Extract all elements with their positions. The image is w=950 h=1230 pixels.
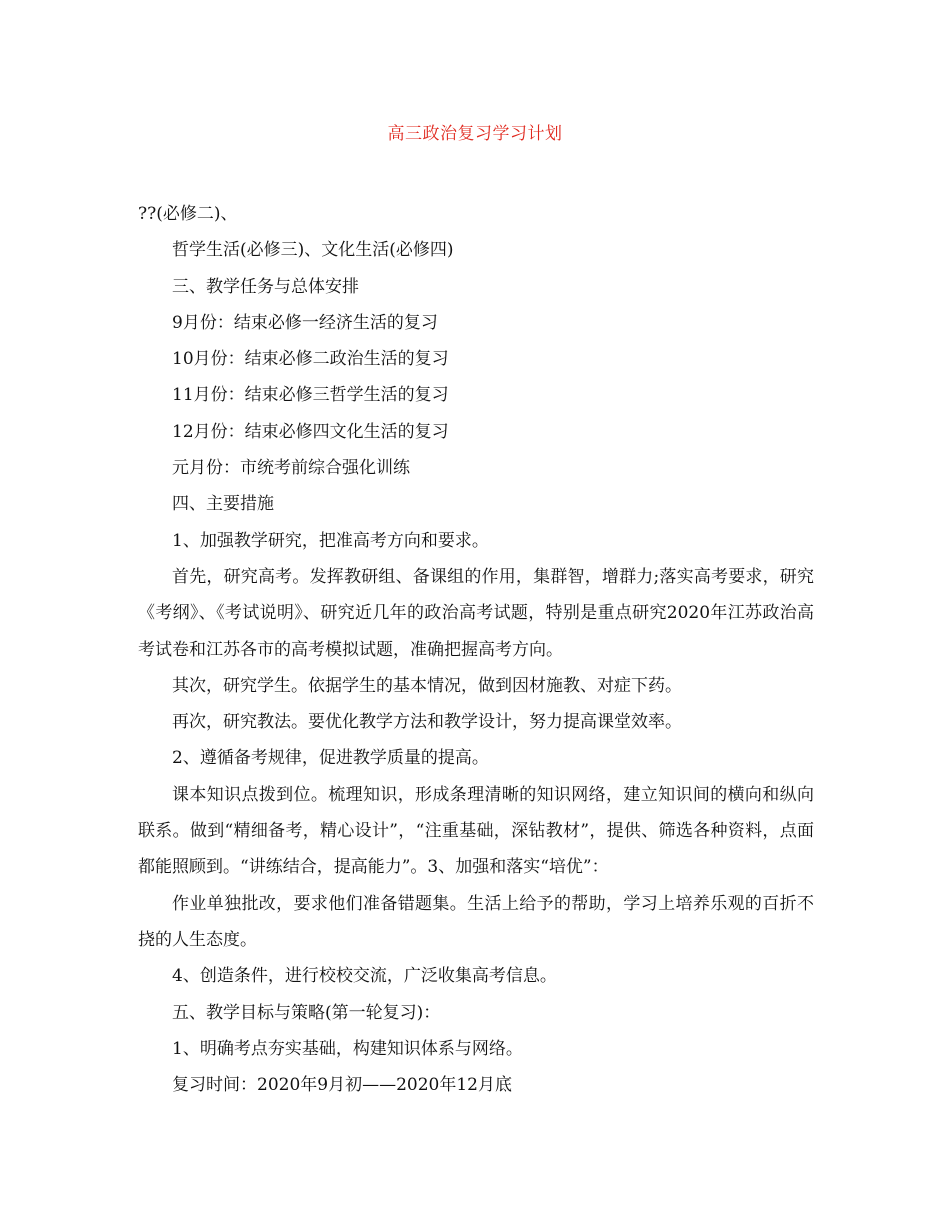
paragraph: 复习时间：2020年9月初——2020年12月底 (172, 1075, 512, 1096)
paragraph: 哲学生活(必修三)、文化生活(必修四) (172, 240, 454, 261)
paragraph: 作业单独批改，要求他们准备错题集。生活上给予的帮助，学习上培养乐观的百折不挠的人生态度。 (138, 893, 814, 950)
paragraph: 2、遵循备考规律，促进教学质量的提高。 (172, 748, 489, 769)
paragraph: 其次，研究学生。依据学生的基本情况，做到因材施教、对症下药。 (172, 675, 682, 696)
paragraph: 元月份：市统考前综合强化训练 (172, 458, 410, 479)
paragraph: 10月份：结束必修二政治生活的复习 (172, 349, 449, 370)
paragraph: 1、明确考点夯实基础，构建知识体系与网络。 (172, 1038, 523, 1059)
paragraph: 11月份：结束必修三哲学生活的复习 (172, 385, 449, 406)
paragraph: ??(必修二)、 (138, 204, 238, 224)
paragraph: 课本知识点拨到位。梳理知识，形成条理清晰的知识网络，建立知识间的横向和纵向联系。做到“精细备考，精心设计”，“注重基础，深钻教材”，提供、筛选各种资料，点面都能照顾到。“讲练结合，提高能力”。3、加强和落实“培优”： (138, 784, 814, 878)
paragraph: 4、创造条件，进行校校交流，广泛收集高考信息。 (172, 966, 557, 987)
paragraph: 12月份：结束必修四文化生活的复习 (172, 421, 449, 442)
paragraph: 首先，研究高考。发挥教研组、备课组的作用，集群智，增群力;落实高考要求，研究《考纲》、《考试说明》、研究近几年的政治高考试题，特别是重点研究2020年江苏政治高考试卷和江苏各市的高考模拟试题，准确把握高考方向。 (138, 566, 814, 660)
paragraph: 再次，研究教法。要优化教学方法和教学设计，努力提高课堂效率。 (172, 712, 682, 733)
section-heading: 五、教学目标与策略(第一轮复习)： (172, 1002, 441, 1023)
section-heading: 四、主要措施 (172, 494, 274, 515)
paragraph: 1、加强教学研究，把准高考方向和要求。 (172, 530, 489, 551)
document-title: 高三政治复习学习计划 (387, 124, 563, 144)
document-body (138, 196, 814, 1103)
section-heading: 三、教学任务与总体安排 (172, 276, 359, 297)
paragraph: 9月份：结束必修一经济生活的复习 (172, 312, 438, 333)
